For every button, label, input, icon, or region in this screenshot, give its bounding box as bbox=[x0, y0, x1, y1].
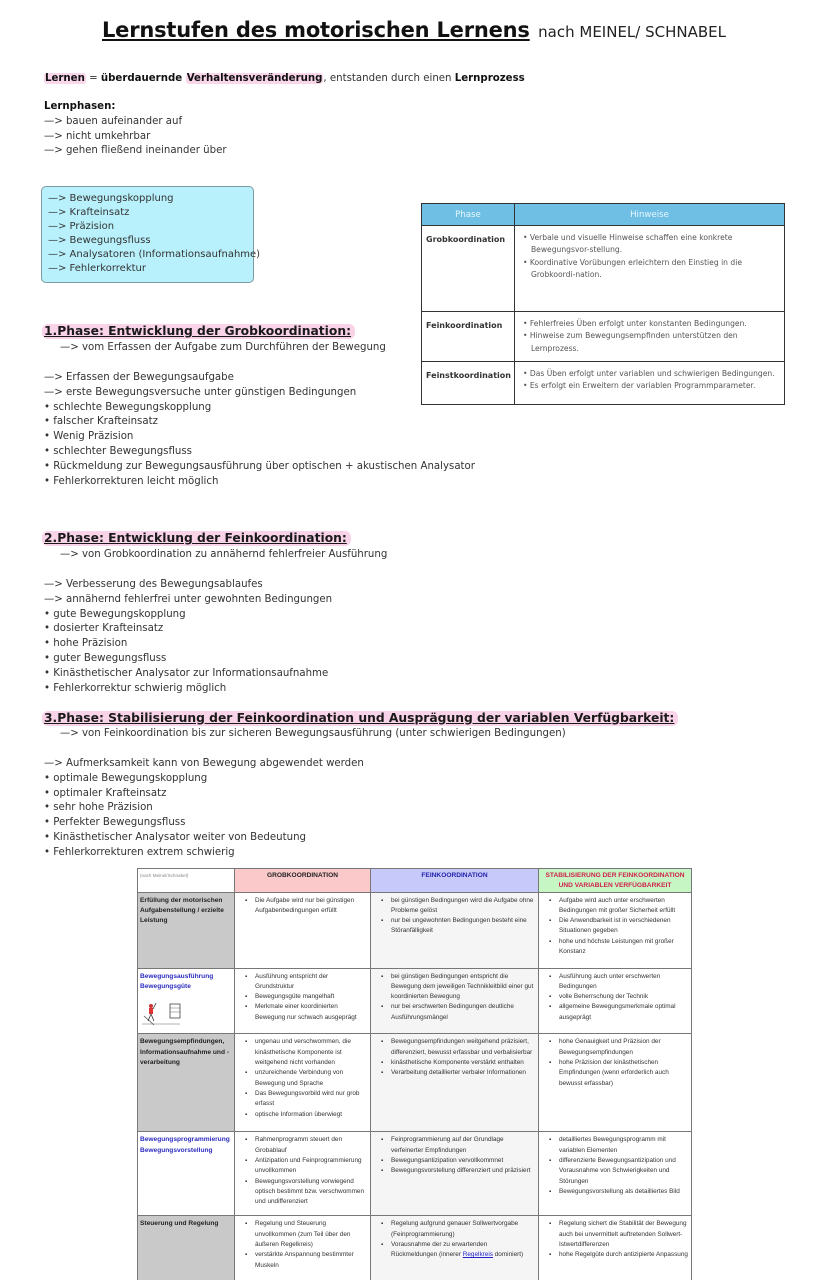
phase2-heading: 2.Phase: Entwicklung der Feinkoordination: bbox=[42, 531, 351, 546]
cell-bullet: ▪ bei günstigen Bedingungen entspricht die Bewegung dem jeweiligen Technikleitbild einer gut koordinierten Bewegung bbox=[379, 972, 535, 1003]
cell-bullet: ▪ Ausführung entspricht der Grundstruktur bbox=[243, 972, 367, 993]
definition-term: Lernen bbox=[45, 73, 85, 84]
definition-line bbox=[44, 72, 525, 87]
cell-bullet: ▪ hohe Präzision der kinästhetischen Empfindungen (wenn erforderlich auch bewusst erfassbar) bbox=[547, 1058, 688, 1089]
cell-grob bbox=[235, 1216, 371, 1280]
tennis-player-icon bbox=[140, 998, 184, 1026]
cell-bullet: ▪ unzureichende Verbindung von Bewegung und Sprache bbox=[243, 1068, 367, 1089]
row-label: Bewegungsempfindungen, Informationsaufnahme und -verarbeitung bbox=[138, 1034, 235, 1132]
hinweise-row bbox=[422, 312, 785, 362]
hinweise-table bbox=[421, 203, 785, 405]
comparison-corner: (nach Meinel/Schnabel) bbox=[138, 869, 235, 893]
cell-bullet: ▪ Aufgabe wird auch unter erschwerten Bedingungen mit großer Sicherheit erfüllt bbox=[547, 896, 688, 917]
phase1-list bbox=[44, 371, 475, 489]
cell-bullet: ▪ hohe Genauigkeit und Präzision der Bewegungsempfindungen bbox=[547, 1037, 688, 1058]
phase1-item: • Fehlerkorrekturen leicht möglich bbox=[44, 475, 219, 487]
phase2-item: • hohe Präzision bbox=[44, 638, 128, 650]
cell-bullet: ▪ differenzierte Bewegungsantizipation und Vorausnahme von Schwierigkeiten und Störungen bbox=[547, 1156, 688, 1187]
lernphasen-item: —> nicht umkehrbar bbox=[44, 130, 151, 142]
definition-highlight: Verhaltensveränderung bbox=[186, 73, 323, 84]
phase3-item: —> Aufmerksamkeit kann von Bewegung abgewendet werden bbox=[44, 758, 364, 769]
bullet-text: dominiert) bbox=[492, 1251, 524, 1259]
header-feinkoordination: FEINKOORDINATION bbox=[371, 869, 539, 893]
criteria-item: —> Bewegungsfluss bbox=[48, 235, 151, 246]
comparison-row bbox=[138, 892, 692, 968]
definition-equals: = bbox=[85, 73, 101, 84]
cell-bullet: ▪ Bewegungsantizipation vervollkommnet bbox=[379, 1156, 535, 1166]
criteria-item: —> Bewegungskopplung bbox=[48, 193, 174, 204]
cell-bullet: ▪ Bewegungsvorstellung als detailliertes Bild bbox=[547, 1187, 688, 1197]
cell-bullet: ▪ Feinprogrammierung auf der Grundlage verfeinerter Empfindungen bbox=[379, 1135, 535, 1156]
hinweise-row bbox=[422, 361, 785, 404]
cell-fein bbox=[371, 1132, 539, 1216]
phase1-item: —> erste Bewegungsversuche unter günstigen Bedingungen bbox=[44, 386, 357, 398]
hint-text: • Hinweise zum Bewegungsempfinden unterstützen den Lernprozess. bbox=[522, 331, 738, 353]
phase1-item: • schlechter Bewegungsfluss bbox=[44, 445, 192, 457]
cell-bullet: ▪ Bewegungsvorstellung differenziert und präzisiert bbox=[379, 1166, 535, 1176]
hinweise-phase: Feinstkoordination bbox=[422, 361, 515, 404]
cell-bullet: ▪ Regelung und Steuerung unvollkommen (zum Teil über den äußeren Regelkreis) bbox=[243, 1219, 367, 1250]
row-label-text: Bewegungsausführung Bewegungsgüte bbox=[140, 972, 214, 990]
phase2-list bbox=[44, 578, 332, 696]
phase3-subtitle: —> von Feinkoordination bis zur sicheren Bewegungsausführung (unter schwierigen Bedingungen) bbox=[60, 728, 566, 739]
phase3-item: • sehr hohe Präzision bbox=[44, 802, 153, 814]
row-label: Steuerung und Regelung bbox=[138, 1216, 235, 1280]
cell-bullet: ▪ optische Information überwiegt bbox=[243, 1110, 367, 1120]
phase3-heading: 3.Phase: Stabilisierung der Feinkoordination und Ausprägung der variablen Verfügbarkeit: bbox=[42, 711, 678, 726]
lernphasen-heading: Lernphasen: bbox=[44, 101, 116, 112]
cell-bullet bbox=[379, 1240, 535, 1261]
cell-bullet: ▪ volle Beherrschung der Technik bbox=[547, 992, 688, 1002]
cell-bullet: ▪ Bewegungsgüte mangelhaft bbox=[243, 992, 367, 1002]
cell-stab bbox=[539, 1132, 692, 1216]
cell-bullet: ▪ kinästhetische Komponente verstärkt enthalten bbox=[379, 1058, 535, 1068]
hinweise-hints bbox=[514, 226, 784, 312]
hint-text: • Verbale und visuelle Hinweise schaffen eine konkrete Bewegungsvor-stellung. bbox=[522, 233, 733, 255]
phase1-item: —> Erfassen der Bewegungsaufgabe bbox=[44, 372, 234, 383]
cell-bullet: ▪ Merkmale einer koordinierten Bewegung nur schwach ausgeprägt bbox=[243, 1002, 367, 1023]
hinweise-header-hints: Hinweise bbox=[514, 204, 784, 226]
cell-bullet: ▪ hohe Regelgüte durch antizipierte Anpassung bbox=[547, 1250, 688, 1260]
hint-text: • Es erfolgt ein Erweitern der variablen Programmparameter. bbox=[522, 381, 756, 391]
cell-bullet: ▪ Regelung aufgrund genauer Sollwertvorgabe (Feinprogrammierung) bbox=[379, 1219, 535, 1240]
cell-bullet: ▪ hohe und höchste Leistungen mit großer Konstanz bbox=[547, 937, 688, 958]
criteria-item: —> Präzision bbox=[48, 221, 115, 232]
phase1-item: • Rückmeldung zur Bewegungsausführung über optischen + akustischen Analysator bbox=[44, 460, 475, 472]
comparison-row bbox=[138, 1132, 692, 1216]
cell-bullet: ▪ nur bei ungewohnten Bedingungen besteht eine Störanfälligkeit bbox=[379, 916, 535, 937]
cell-grob bbox=[235, 1132, 371, 1216]
phase1-subtitle: —> vom Erfassen der Aufgabe zum Durchführen der Bewegung bbox=[60, 342, 386, 353]
phase2-item: • Kinästhetischer Analysator zur Informationsaufnahme bbox=[44, 667, 329, 679]
regelkreis-link[interactable]: Regelkreis bbox=[462, 1251, 493, 1259]
cell-stab bbox=[539, 968, 692, 1034]
comparison-row bbox=[138, 968, 692, 1034]
row-label bbox=[138, 968, 235, 1034]
header-grobkoordination: GROBKOORDINATION bbox=[235, 869, 371, 893]
cell-bullet: ▪ Die Aufgabe wird nur bei günstigen Aufgabenbedingungen erfüllt bbox=[243, 896, 367, 917]
cell-bullet: ▪ Verarbeitung detaillierter verbaler Informationen bbox=[379, 1068, 535, 1078]
phase2-item: • Fehlerkorrektur schwierig möglich bbox=[44, 682, 227, 694]
hinweise-phase: Grobkoordination bbox=[422, 226, 515, 312]
page-title bbox=[0, 18, 828, 42]
cell-bullet: ▪ Regelung sichert die Stabilität der Bewegung auch bei unvermittelt auftretenden Sollwert-Istwertdifferenzen bbox=[547, 1219, 688, 1250]
cell-bullet: ▪ Ausführung auch unter erschwerten Bedingungen bbox=[547, 972, 688, 993]
hinweise-header-row bbox=[422, 204, 785, 226]
phase1-item: • schlechte Bewegungskopplung bbox=[44, 401, 212, 413]
criteria-box bbox=[41, 186, 261, 283]
phase3-list bbox=[44, 757, 364, 861]
cell-bullet: ▪ Die Anwendbarkeit ist in verschiedenen Situationen gegeben bbox=[547, 916, 688, 937]
cell-fein bbox=[371, 1034, 539, 1132]
phase3-item: • Kinästhetischer Analysator weiter von Bedeutung bbox=[44, 831, 306, 843]
cell-stab bbox=[539, 1034, 692, 1132]
row-label: Erfüllung der motorischen Aufgabenstellung / erzielte Leistung bbox=[138, 892, 235, 968]
hinweise-row bbox=[422, 226, 785, 312]
title-subtitle: nach MEINEL/ SCHNABEL bbox=[538, 23, 726, 41]
phase2-item: —> Verbesserung des Bewegungsablaufes bbox=[44, 579, 263, 590]
definition-part4: Lernprozess bbox=[454, 73, 525, 84]
cell-bullet: ▪ Das Bewegungsvorbild wird nur grob erfasst bbox=[243, 1089, 367, 1110]
criteria-item: —> Fehlerkorrektur bbox=[48, 263, 146, 274]
cell-bullet: ▪ Rahmenprogramm steuert den Grobablauf bbox=[243, 1135, 367, 1156]
comparison-row bbox=[138, 1034, 692, 1132]
definition-part3: , entstanden durch einen bbox=[323, 73, 455, 84]
cell-fein bbox=[371, 892, 539, 968]
hinweise-hints bbox=[514, 361, 784, 404]
cell-bullet: ▪ allgemeine Bewegungsmerkmale optimal ausgeprägt bbox=[547, 1002, 688, 1023]
lernphasen-item: —> bauen aufeinander auf bbox=[44, 115, 183, 127]
row-label: Bewegungsprogrammierung Bewegungsvorstellung bbox=[138, 1132, 235, 1216]
cell-fein bbox=[371, 1216, 539, 1280]
phase1-item: • Wenig Präzision bbox=[44, 431, 134, 443]
definition-part1: überdauernde bbox=[100, 73, 186, 84]
phase2-item: • dosierter Krafteinsatz bbox=[44, 623, 164, 635]
cell-bullet: ▪ Bewegungsempfindungen weitgehend präzisiert, differenziert, bewusst erfassbar und verbalisierbar bbox=[379, 1037, 535, 1058]
hint-text: • Das Üben erfolgt unter variablen und schwierigen Bedingungen. bbox=[522, 368, 775, 378]
cell-bullet: ▪ Bewegungsvorstellung vorwiegend optisch bestimmt bzw. verschwommen und undifferenziert bbox=[243, 1177, 367, 1208]
cell-bullet: ▪ bei günstigen Bedingungen wird die Aufgabe ohne Probleme gelöst bbox=[379, 896, 535, 917]
phase3-item: • optimale Bewegungskopplung bbox=[44, 772, 208, 784]
header-stabilisierung: STABILISIERUNG DER FEINKOORDINATION UND VARIABLEN VERFÜGBARKEIT bbox=[539, 869, 692, 893]
bullet-text: Vorausnahme der zu erwartenden Rückmeldungen (innerer bbox=[391, 1241, 488, 1259]
cell-bullet: ▪ detailliertes Bewegungsprogramm mit variablen Elementen bbox=[547, 1135, 688, 1156]
phase1-item: • falscher Krafteinsatz bbox=[44, 416, 158, 428]
cell-bullet: ▪ Antizipation und Feinprogrammierung unvollkommen bbox=[243, 1156, 367, 1177]
phase2-subtitle: —> von Grobkoordination zu annähernd fehlerfreier Ausführung bbox=[60, 549, 388, 560]
comparison-header-row bbox=[138, 869, 692, 893]
hinweise-hints bbox=[514, 312, 784, 362]
cell-stab bbox=[539, 892, 692, 968]
hinweise-header-phase: Phase bbox=[422, 204, 515, 226]
cell-bullet: ▪ ungenau und verschwommen, die kinästhetische Komponente ist weitgehend nicht vorhanden bbox=[243, 1037, 367, 1068]
comparison-table bbox=[137, 868, 692, 1280]
hint-text: • Fehlerfreies Üben erfolgt unter konstanten Bedingungen. bbox=[522, 319, 747, 328]
phase2-item: • gute Bewegungskopplung bbox=[44, 608, 186, 620]
cell-stab bbox=[539, 1216, 692, 1280]
cell-bullet: ▪ nur bei erschwerten Bedingungen deutliche Ausführungsmängel bbox=[379, 1002, 535, 1023]
cell-fein bbox=[371, 968, 539, 1034]
hinweise-phase: Feinkoordination bbox=[422, 312, 515, 362]
title-main: Lernstufen des motorischen Lernens bbox=[102, 18, 530, 42]
hint-text: • Koordinative Vorübungen erleichtern den Einstieg in die Grobkoordi-nation. bbox=[522, 257, 743, 279]
cell-grob bbox=[235, 892, 371, 968]
comparison-row bbox=[138, 1216, 692, 1280]
criteria-item: —> Analysatoren (Informationsaufnahme) bbox=[48, 249, 261, 260]
cell-grob bbox=[235, 1034, 371, 1132]
phase3-item: • Fehlerkorrekturen extrem schwierig bbox=[44, 846, 235, 858]
phase2-item: —> annähernd fehlerfrei unter gewohnten Bedingungen bbox=[44, 593, 333, 605]
phase3-item: • Perfekter Bewegungsfluss bbox=[44, 817, 186, 829]
criteria-item: —> Krafteinsatz bbox=[48, 207, 130, 218]
phase1-heading: 1.Phase: Entwicklung der Grobkoordination: bbox=[42, 324, 355, 339]
cell-bullet: ▪ verstärkte Anspannung bestimmter Muskeln bbox=[243, 1250, 367, 1271]
phase3-item: • optimaler Krafteinsatz bbox=[44, 787, 167, 799]
lernphasen-item: —> gehen fließend ineinander über bbox=[44, 145, 227, 157]
lernphasen-block bbox=[44, 100, 227, 159]
phase2-item: • guter Bewegungsfluss bbox=[44, 652, 167, 664]
cell-grob bbox=[235, 968, 371, 1034]
